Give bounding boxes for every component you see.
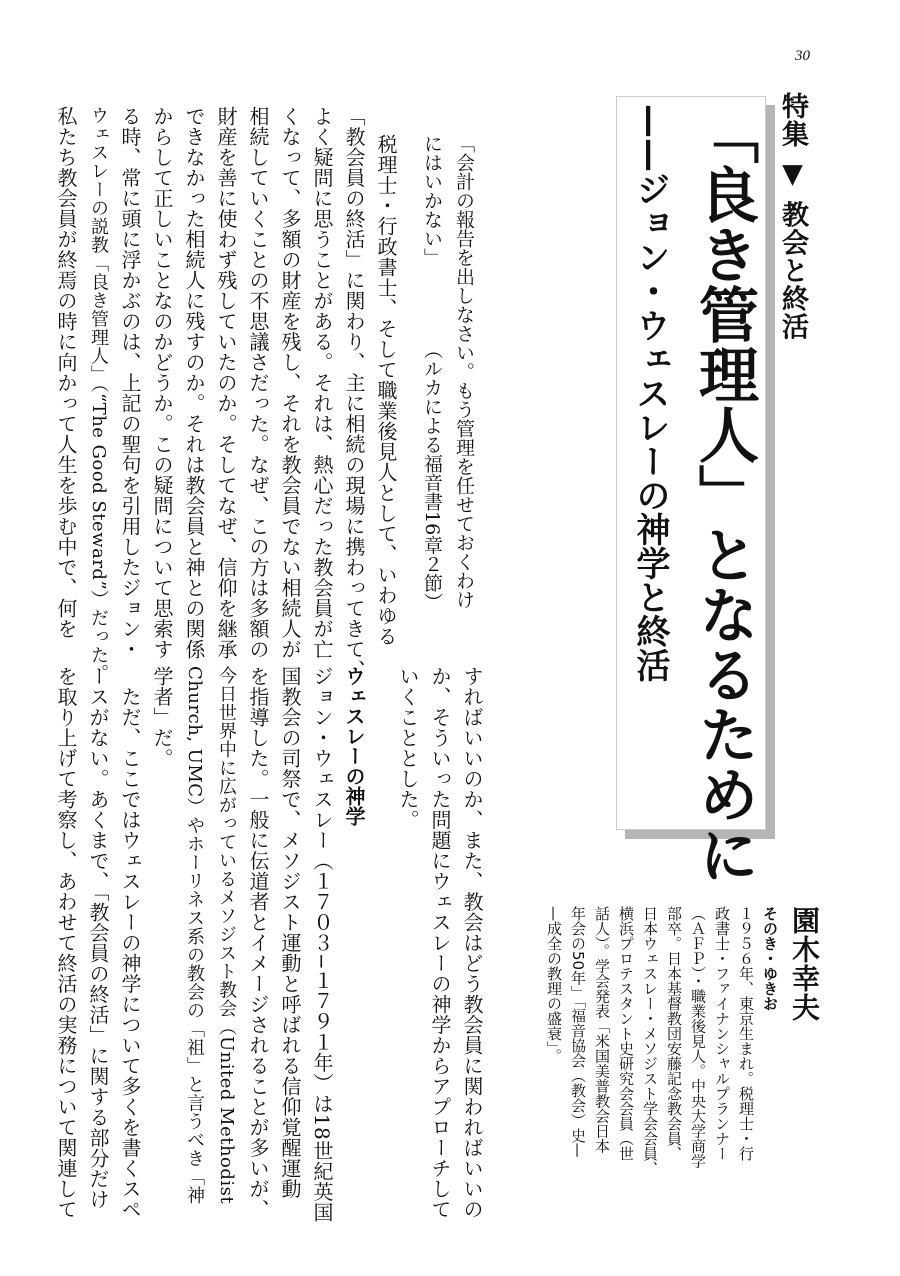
continuation-line: すればいいのか、また、教会はどう教会員に関わればいいの: [460, 666, 484, 1220]
section-line: ースがない。あくまで、「教会員の終活」に関する部分だけ: [86, 666, 110, 1210]
scripture-line: 「会計の報告を出しなさい。もう管理を任せておくわけ: [453, 134, 475, 609]
author-reading: そのき・ゆきお: [761, 906, 779, 1011]
special-feature-label: 特集 ▼ 教会と終活: [777, 92, 808, 341]
section-line: を取り上げて考察し、あわせて終活の実務について関連して: [54, 666, 78, 1220]
section-line: 国教会の司祭で、メソジスト運動と呼ばれる信仰覚醒運動: [278, 666, 302, 1199]
section-heading: ウェスレーの神学: [342, 666, 366, 826]
author-name: 園木幸夫: [788, 906, 821, 1022]
intro-line: からして正しいことなのかどうか。この疑問について思索す: [150, 106, 174, 660]
intro-line: 財産を善に使わず残していたのか。そしてなぜ、信仰を継承: [214, 106, 238, 660]
author-bio-line: 政書士・ファイナンシャルプランナー: [713, 906, 731, 1161]
article-subtitle: ——ジョン・ウェスレーの神学と終活: [630, 104, 670, 682]
intro-line: 「教会員の終活」に関わり、主に相続の現場に携わってきて、: [342, 106, 366, 680]
intro-line: ウェスレーの説教「良き管理人」（“The Good Steward”）だった。: [88, 106, 109, 683]
article-title: 「良き管理人」となるために: [689, 104, 759, 884]
scripture-line: にはいかない」: [421, 134, 443, 267]
intro-line: る時、常に頭に浮かぶのは、上記の聖句を引用したジョン・: [118, 106, 142, 660]
intro-line: できなかった相続人に残すのか。それは教会員と神との関係: [182, 106, 206, 660]
author-bio-line: １９５６年、東京生まれ。税理士・行: [737, 906, 755, 1161]
section-line: ただ、ここではウェスレーの神学について多くを書くスペ: [118, 666, 142, 1220]
author-bio-line: 年会の50年」「福音協会（教会）史—: [569, 906, 587, 1158]
intro-line: 私たち教会員が終焉の時に向かって人生を歩む中で、何を: [54, 106, 78, 639]
author-bio-line: 話人）。学会発表「米国美普教会日本: [593, 906, 611, 1154]
section-line: 学者」だ。: [150, 666, 174, 769]
author-bio-line: —成全の教理の盛衰」。: [545, 906, 563, 1064]
intro-line: くなって、多額の財産を残し、それを教会員でない相続人が: [278, 106, 302, 660]
intro-line: 税理士・行政書士、そして職業後見人として、いわゆる: [374, 134, 398, 647]
intro-line: 相続していくことの不思議さだった。なぜ、この方は多額の: [246, 106, 270, 660]
section-line: を指導した。一般に伝道者とイメージされることが多いが、: [246, 666, 270, 1220]
section-line: ジョン・ウェスレー（１７０３−１７９１年）は18世紀英国: [310, 666, 334, 1223]
continuation-line: いくこととした。: [396, 666, 420, 830]
author-bio-line: 部卒。日本基督教団安藤記念教会員、: [665, 906, 683, 1161]
author-bio-line: 横浜プロテスタント史研究会会員（世: [617, 906, 635, 1161]
section-line: 今日世界中に広がっているメソジスト教会（United Methodist: [216, 666, 237, 1205]
author-bio-line: 日本ウェスレー・メソジスト学会会員、: [641, 906, 659, 1176]
page-number: 30: [795, 48, 810, 64]
scripture-reference: （ルカによる福音書16章２節）: [421, 340, 443, 612]
continuation-line: か、そういった問題にウェスレーの神学からアプローチして: [428, 666, 452, 1220]
section-line: Church, UMC）やホーリネス系の教会の「祖」と言うべき「神: [184, 666, 205, 1205]
intro-line: よく疑問に思うことがある。それは、熱心だった教会員が亡: [310, 106, 334, 660]
author-bio-line: （ＡＦＰ）・職業後見人。中央大学商学: [689, 906, 707, 1169]
